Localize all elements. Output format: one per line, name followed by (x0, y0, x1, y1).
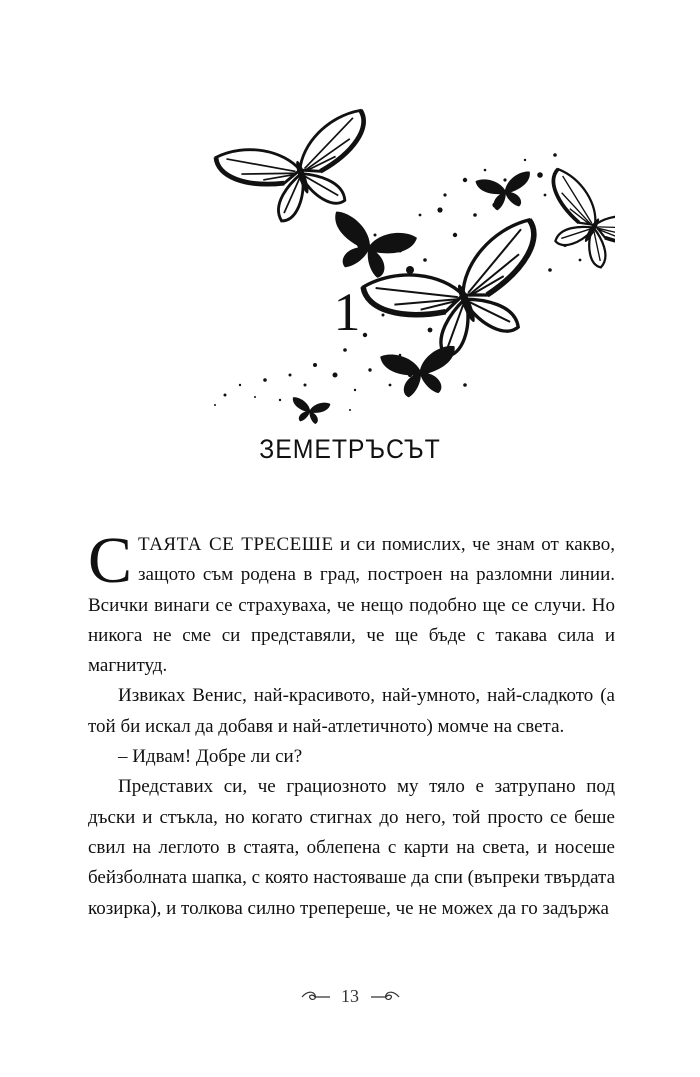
butterflies-icon (195, 85, 615, 430)
paragraph-4: Представих си, че грациозното му тяло е затрупано под дъски и стъкла, но когато стигнах до него, той просто се беше свил на леглото в стаята, облепена с карти на света, и носеше бейзболната шапка, с която настояваше да спи (въпреки твърдата козирка), и толкова силно трепереше, че не можех да го задържа (88, 776, 615, 919)
chapter-number: 1 (333, 282, 361, 342)
page-number: 13 (341, 986, 359, 1007)
paragraph-1 (88, 524, 615, 681)
chapter-title: ЗЕМЕТРЪСЪТ (259, 434, 441, 464)
chapter-body (88, 524, 615, 924)
page-footer (0, 985, 700, 1007)
paragraph-1-text: и си помислих, че знам от какво, защото съм родена в град, построен на разломни линии. Всички винаги се страхуваха, че нещо подобно ще се случи. Но никога не сме си представяли, че ще бъде с такава сила и магнитуд. (88, 534, 615, 677)
left-flourish-icon (301, 991, 331, 1003)
paragraph-3: – Идвам! Добре ли си? (118, 746, 303, 768)
paragraph-2: Извиках Венис, най-красивото, най-умното, най-сладкото (а той би искал да добавя и най-атлетичното) момче на света. (88, 685, 615, 737)
drop-cap: С (88, 524, 133, 597)
right-flourish-icon (370, 991, 400, 1003)
opening-caps: ТАЯТА СЕ ТРЕСЕШЕ (138, 534, 334, 555)
